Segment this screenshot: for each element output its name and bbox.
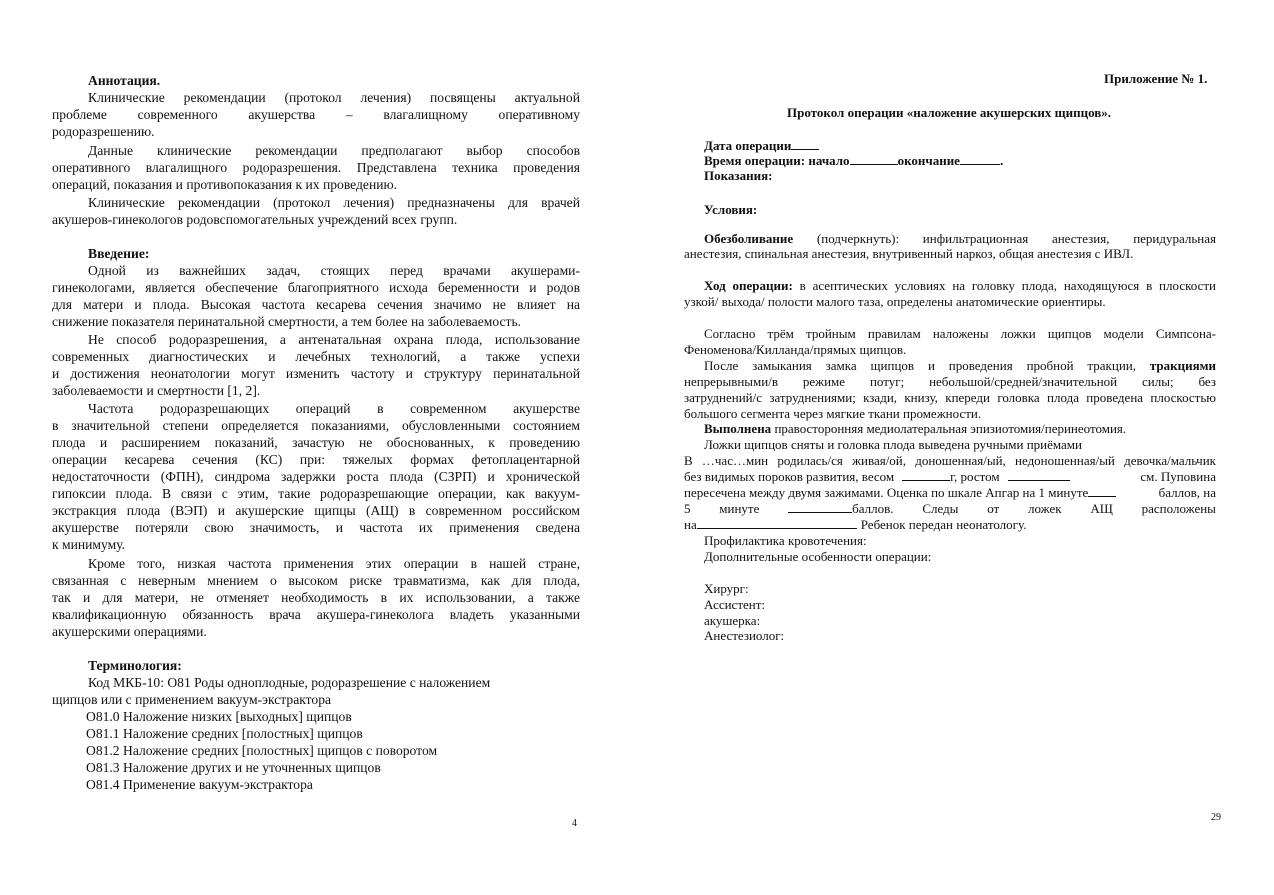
intro-paragraph-4-line-1: Кроме того, низкая частота применения этих операции в нашей стране, [88, 556, 580, 571]
intro-paragraph-3-line-7: экстракция плода (ВЭП) и акушерские щипцы (АЩ) в современном российском [52, 503, 580, 518]
birth-line-1: В …час…мин родилась/ся живая/ой, доношенная/ый, недоношенная/ый девочка/мальчик [684, 453, 1216, 468]
birth-cord-label: см. Пуповина [1140, 469, 1216, 484]
course-line-2: узкой/ выхода/ полости малого таза, определены анатомические ориентиры. [684, 294, 1106, 309]
apgar-1-blank[interactable] [1088, 484, 1116, 497]
apgar-5-blank[interactable] [788, 500, 852, 513]
intro-paragraph-3-line-4: операции кесарева сечения (КС) при: тяжелых формах фетоплацентарной [52, 452, 580, 467]
intro-paragraph-3-line-9: к минимуму. [52, 537, 126, 552]
intro-paragraph-3-line-3: плода и расширением показаний, зачастую не обоснованных, к проведению [52, 435, 580, 450]
additional-features-label: Дополнительные особенности операции: [704, 549, 932, 564]
protocol-title: Протокол операции «наложение акушерских щипцов». [787, 105, 1112, 120]
height-blank[interactable] [1008, 468, 1070, 481]
traction-line-1 [684, 357, 1216, 374]
traces-location-blank[interactable] [697, 516, 857, 529]
episiotomy-line [704, 420, 1126, 437]
surgeon-label: Хирург: [704, 581, 749, 596]
birth-line-5 [684, 516, 1026, 533]
course-text-1: в асептических условиях на головку плода, находящуюся в плоскости [799, 278, 1216, 293]
terminology-line-2: щипцов или с применением вакуум-экстрактора [52, 692, 332, 707]
anesthesia-text-1: (подчеркнуть): инфильтрационная анестезия, перидуральная [816, 231, 1217, 246]
apgar-1-label: пересечена между двумя зажимами. Оценка по шкале Апгар на 1 минуте [684, 485, 1089, 500]
terminology-code-1: О81.0 Наложение низких [выходных] щипцов [86, 709, 352, 724]
spoons-removed-line: Ложки щипцов сняты и головка плода выведена ручными приёмами [704, 437, 1082, 452]
intro-paragraph-4-line-2: связанная с неверным мнением о высоком риске травматизма, как для плода, [52, 573, 580, 588]
birth-height-label: г, ростом [950, 469, 1000, 484]
course-line-1 [684, 277, 1216, 294]
intro-paragraph-4-line-3: так и для матери, не отменяет необходимость в их использовании, а также [52, 590, 580, 605]
intro-paragraph-1-line-1: Одной из важнейших задач, стоящих перед врачами акушерами- [88, 263, 580, 278]
rules-line-2: Феноменова/Килланда/прямых щипцов. [684, 342, 907, 357]
intro-paragraph-1-line-2: гинекологами, является обеспечение благоприятного исхода беременности и родов [52, 280, 580, 295]
terminology-code-5: О81.4 Применение вакуум-экстрактора [86, 777, 313, 792]
annotation-paragraph-2-line-2: оперативного влагалищного родоразрешения. Представлена техника проведения [52, 160, 580, 175]
intro-paragraph-3-line-8: акушерстве потеряли свою значимость, и частота их применения сведена [52, 520, 580, 535]
time-start-blank[interactable] [850, 152, 898, 165]
traces-word-5: расположены [1141, 501, 1216, 516]
rules-line-1: Согласно трём тройным правилам наложены ложки щипцов модели Симпсона- [704, 326, 1216, 341]
time-end-label: окончание [897, 153, 960, 168]
apgar-5-points: баллов. [852, 501, 894, 516]
annotation-paragraph-1-line-3: родоразрешению. [52, 124, 155, 139]
annotation-paragraph-1-line-1: Клинические рекомендации (протокол лечения) посвящены актуальной [88, 90, 580, 105]
traction-text-a: После замыкания замка щипцов и проведения пробной тракции, [704, 358, 1136, 373]
intro-paragraph-2-line-2: современных диагностических и лечебных технологий, а также успехи [52, 349, 580, 364]
annotation-heading: Аннотация. [88, 73, 161, 88]
birth-weight-label: без видимых пороков развития, весом [684, 469, 895, 484]
traces-word-4: АЩ [1090, 501, 1113, 516]
apgar-5-field [788, 500, 893, 517]
episiotomy-text: правосторонняя медиолатеральная эпизиотомия/перинеотомия. [774, 421, 1127, 436]
indications-label: Показания: [704, 168, 773, 183]
traces-location-label: на [684, 517, 697, 532]
intro-paragraph-4-line-4: квалификационную обязанность врача акушера-гинеколога владеть указанными [52, 607, 580, 622]
traces-word-1: Следы [922, 501, 959, 516]
intro-paragraph-3-line-5: недостаточности (ФПН), синдрома задержки роста плода (СЗРП) и хронической [52, 469, 580, 484]
time-end-blank[interactable] [960, 152, 1000, 165]
intro-paragraph-2-line-1: Не способ родоразрешения, а антенатальная охрана плода, использование [88, 332, 580, 347]
neonatologist-text: Ребенок передан неонатологу. [860, 517, 1027, 532]
date-blank[interactable] [791, 137, 819, 150]
traces-word-3: ложек [1028, 501, 1062, 516]
birth-line-4 [684, 500, 1216, 517]
page-number: 29 [1211, 812, 1221, 823]
apgar-5-minute: минуте [719, 501, 760, 516]
midwife-label: акушерка: [704, 613, 761, 628]
intro-paragraph-3-line-1: Частота родоразрешающих операций в современном акушерстве [88, 401, 580, 416]
annotation-paragraph-3-line-2: акушеров-гинекологов родовспомогательных учреждений всех групп. [52, 212, 458, 227]
apgar-5-number: 5 [684, 501, 691, 516]
intro-paragraph-1-line-3: для матери и плода. Высокая частота кесарева сечения значимо не влияет на [52, 297, 580, 312]
course-label: Ход операции: [704, 278, 793, 293]
intro-heading: Введение: [88, 246, 150, 261]
intro-paragraph-2-line-4: заболеваемости и смертности [1, 2]. [52, 383, 261, 398]
right-page [637, 0, 1274, 895]
time-start-label: Время операции: начало [704, 153, 850, 168]
birth-line-2 [684, 468, 1216, 485]
terminology-code-2: О81.1 Наложение средних [полостных] щипцов [86, 726, 363, 741]
annotation-paragraph-2-line-3: операций, показания и противопоказания к их проведению. [52, 177, 398, 192]
intro-paragraph-2-line-3: и достижения неонатологии могут изменить частоту и структуру перинатальной [52, 366, 580, 381]
traces-word-2: от [987, 501, 1000, 516]
terminology-line-1: Код МКБ-10: О81 Роды одноплодные, родоразрешение с наложением [88, 675, 491, 690]
terminology-heading: Терминология: [88, 658, 182, 673]
time-field: Время операции: начало окончание . [704, 153, 1004, 168]
date-label: Дата операции [704, 138, 792, 153]
terminology-code-4: О81.3 Наложение других и не уточненных щипцов [86, 760, 381, 775]
annotation-paragraph-2-line-1: Данные клинические рекомендации предполагают выбор способов [88, 143, 580, 158]
intro-paragraph-4-line-5: акушерскими операциями. [52, 624, 207, 639]
anesthesia-label: Обезболивание [704, 231, 794, 246]
anesthesia-line-2: анестезия, спинальная анестезия, внутривенный наркоз, общая анестезия с ИВЛ. [684, 246, 1134, 261]
annotation-paragraph-3-line-1: Клинические рекомендации (протокол лечения) предназначены для врачей [88, 195, 580, 210]
weight-blank[interactable] [902, 468, 950, 481]
birth-line-3 [684, 484, 1216, 501]
traction-line-4: большого сегмента через мягкие ткани промежности. [684, 406, 982, 421]
prophylaxis-label: Профилактика кровотечения: [704, 533, 867, 548]
terminology-code-3: О81.2 Наложение средних [полостных] щипцов с поворотом [86, 743, 438, 758]
traction-line-3: затруднений/с затруднениями; кзади, книзу, кпереди головка плода проведена плоскостью [684, 390, 1216, 405]
traction-line-2: непрерывными/в режиме потуг; небольшой/средней/значительной силы; без [684, 374, 1216, 389]
traction-text-b: тракциями [1149, 358, 1216, 373]
intro-paragraph-3-line-6: гипоксии плода. В связи с этим, такие родоразрешающие операции, как вакуум- [52, 486, 580, 501]
intro-paragraph-3-line-2: в значительной степени определяется показаниями, обусловленными состоянием [52, 418, 580, 433]
apgar-1-suffix: баллов, на [1158, 485, 1216, 500]
conditions-label: Условия: [704, 202, 758, 217]
episiotomy-label: Выполнена [704, 421, 772, 436]
annotation-paragraph-1-line-2: проблеме современного акушерства – влагалищному оперативному [52, 107, 580, 122]
anesthesiologist-label: Анестезиолог: [704, 628, 785, 643]
intro-paragraph-1-line-4: снижение показателя перинатальной смертности, а тем более на заболеваемость. [52, 314, 522, 329]
appendix-label: Приложение № 1. [1104, 71, 1208, 86]
assistant-label: Ассистент: [704, 597, 766, 612]
page-number: 4 [572, 818, 577, 829]
